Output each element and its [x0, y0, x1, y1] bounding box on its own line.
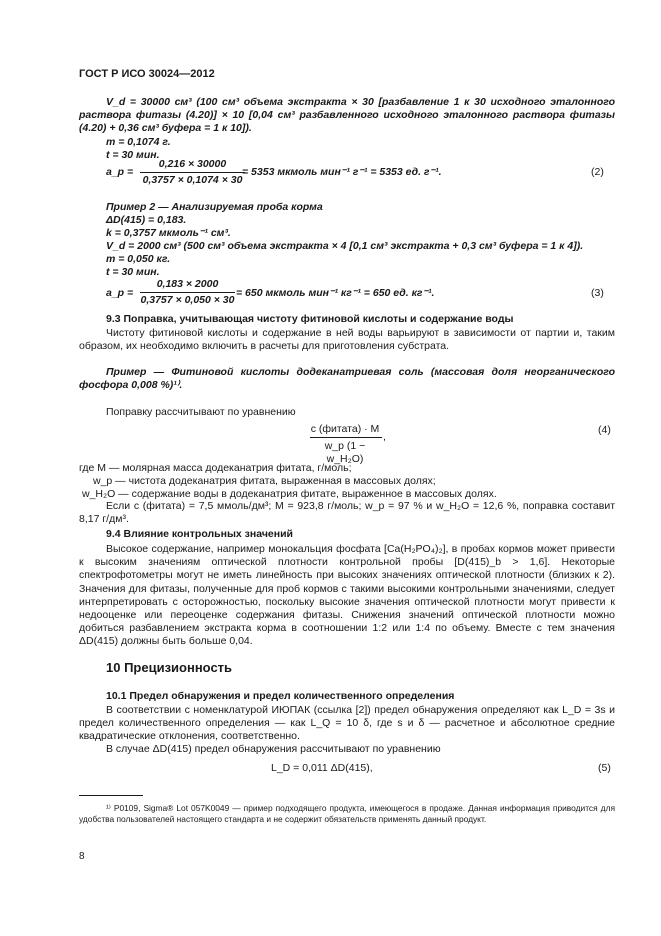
- eq4-numerator: c (фитата) · M: [310, 423, 380, 435]
- ap-lhs: a_p =: [106, 166, 134, 178]
- equation-number: (2): [591, 166, 604, 178]
- equation-number: (3): [591, 287, 604, 299]
- eq5: L_D = 0,011 ΔD(415),: [271, 762, 373, 774]
- section-10-1-text-2: В случае ΔD(415) предел обнаружения рассчитывают по уравнению: [106, 743, 441, 755]
- section-9-4-heading: 9.4 Влияние контрольных значений: [106, 528, 294, 540]
- section-10-1-text: В соответствии с номенклатурой ИЮПАК (ссылка [2]) предел обнаружения определяют как L_D = 3s и предел количественного определения — как L_Q = 10 δ, где s и δ — расчетное и абсолютное средние квадратические отклонения, соответственно.: [79, 704, 615, 743]
- eq4-comma: ,: [383, 431, 386, 443]
- equation-number: (5): [598, 762, 611, 774]
- time-value: t = 30 мин.: [106, 266, 160, 278]
- equation-number: (4): [598, 424, 611, 436]
- document-header: ГОСТ Р ИСО 30024—2012: [79, 68, 215, 80]
- footnote-rule: [79, 795, 143, 796]
- equation-intro: Поправку рассчитывают по уравнению: [106, 406, 296, 418]
- delta-d-value: ΔD(415) = 0,183.: [106, 214, 187, 226]
- fraction-line: [310, 437, 382, 438]
- mass-value: m = 0,050 кг.: [106, 253, 171, 265]
- fraction-line: [140, 292, 235, 293]
- ap-lhs: a_p =: [106, 287, 134, 299]
- where-wh2o: w_H₂O — содержание воды в додеканатрия фитате, выраженное в массовых долях.: [82, 488, 497, 500]
- k-value: k = 0,3757 мкмоль⁻¹ см³.: [106, 227, 231, 239]
- ap-numerator: 0,216 × 30000: [158, 158, 227, 170]
- example-2-title: Пример 2 — Анализируемая проба корма: [106, 201, 323, 213]
- ap-denominator: 0,3757 × 0,050 × 30: [140, 294, 235, 306]
- section-9-3-text: Чистоту фитиновой кислоты и содержание в ней воды варьируют в зависимости от партии и, таким образом, их необходимо включить в расчеты для приготовления субстрата.: [79, 327, 615, 353]
- time-value: t = 30 мин.: [106, 149, 160, 161]
- section-10-1-heading: 10.1 Предел обнаружения и предел количественного определения: [106, 690, 455, 702]
- where-m: где M — молярная масса додеканатрия фитата, г/моль;: [79, 462, 352, 474]
- vd-value: V_d = 2000 см³ (500 см³ объема экстракта × 4 [0,1 см³ экстракта + 0,3 см³ буфера = 1 к 4]).: [106, 240, 584, 252]
- eq4-denominator: w_p (1 − w_H₂O): [324, 440, 366, 465]
- vd-definition: V_d = 30000 см³ (100 см³ объема экстракта × 30 [разбавление 1 к 30 исходного эталонного раствора фитазы (4.20)] × 10 [0,04 см³ разбавленного исходного эталонного раствора фитазы (4.20) + 0,36 см³ буфера = 1 к 10]).: [79, 96, 615, 135]
- footnote: ¹⁾ P0109, Sigma® Lot 057K0049 — пример подходящего продукта, имеющегося в продаже. Данная информация приводится для удобства пользователей настоящего стандарта и не содержит обязательств применять данный продукт.: [79, 803, 615, 824]
- fraction-line: [140, 172, 245, 173]
- section-9-4-text: Высокое содержание, например монокальция фосфата [Ca(H₂PO₄)₂], в пробах кормов может привести к высоким значениям оптической плотности контрольной пробы [D(415)_b > 1,6]. Некоторые спектрофотометры могут не иметь линейность при высоких значениях оптической плотности (близких к 2). Значения для фитазы, полученные для проб кормов с такими высокими контрольными значениями, следует интерпретировать с осторожностью, поскольку высокие значения оптической плотности могут привести к недооценке или переоценке содержания фитазы. Снижения значений оптической плотности можно добиться разбавлением экстракта корма в соотношении 1:2 или 1:4 по объему. Вместе с тем значения ΔD(415) должны быть больше 0,04.: [79, 543, 615, 648]
- if-calculation: Если c (фитата) = 7,5 ммоль/дм³; M = 923,8 г/моль; w_p = 97 % и w_H₂O = 12,6 %, поправка составит 8,17 г/дм³.: [79, 500, 615, 526]
- ap-denominator: 0,3757 × 0,1074 × 30: [142, 174, 243, 186]
- where-wp: w_p — чистота додеканатрия фитата, выраженная в массовых долях;: [93, 475, 436, 487]
- page-number: 8: [79, 851, 85, 862]
- ap-result: = 5353 мкмоль мин⁻¹ г⁻¹ = 5353 ед. г⁻¹.: [242, 166, 442, 178]
- example-text: Пример — Фитиновой кислоты додеканатриевая соль (массовая доля неорганического фосфора 0,008 %)¹⁾.: [79, 366, 615, 392]
- section-9-3-heading: 9.3 Поправка, учитывающая чистоту фитиновой кислоты и содержание воды: [106, 313, 514, 325]
- ap-numerator: 0,183 × 2000: [156, 278, 219, 290]
- ap-result: = 650 мкмоль мин⁻¹ кг⁻¹ = 650 ед. кг⁻¹.: [236, 287, 435, 299]
- mass-value: m = 0,1074 г.: [106, 136, 171, 148]
- section-10-heading: 10 Прецизионность: [106, 660, 233, 675]
